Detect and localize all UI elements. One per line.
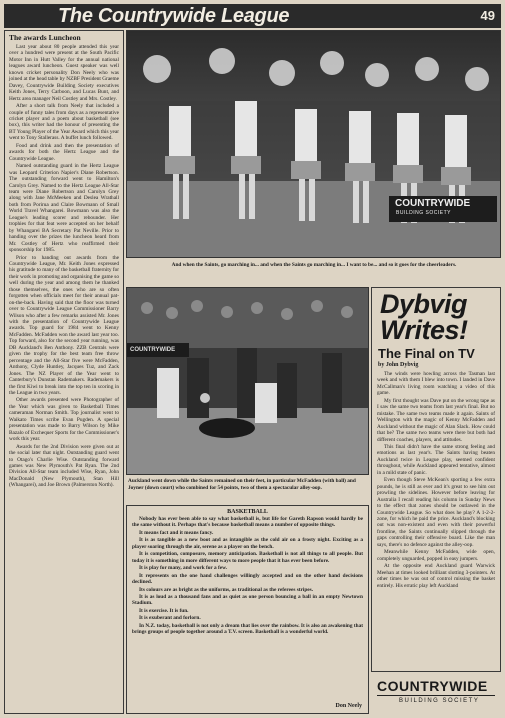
paragraph: This final didn't have the same strong feeling and emotions as last year's. The Saints having beaten Auckland twice in League play, seemed confident throughout, while Auckland appeared tentative, almost in a mild state of panic. <box>377 443 495 476</box>
game-action-photo <box>126 287 369 475</box>
poem-line: It is play for many, and work for a few. <box>139 565 227 572</box>
paragraph: Named outstanding guard in the Hertz League was Leopard Criterion Napier's Diane Robertson. The outstanding forward went to Hamilton's Carolyn Grey. Named to the Hertz League All-Star team were Diane Robertson and Carolyn Grey along with Jane McMeeken and Deslea Wrathall both from Porirua and Claire Bowmann of Small World Travel Whangarei. Bowmann was also the League's leading scorer and rebounder. Her trophies for that feat were accepted on her behalf by Whangarei BA Secretary Pat Neville. Prior to handing over the prizes the luncheon heard from Mr. Costley of Hertz who reaffirmed their sponsorship for 1985. <box>9 163 119 254</box>
article-heading: The awards Luncheon <box>9 33 81 42</box>
cheerleaders-photo <box>126 30 501 258</box>
logo-subtitle: BUILDING SOCIETY <box>399 698 480 704</box>
column-subtitle: The Final on TV <box>378 346 475 361</box>
paragraph: After a short talk from Neely that included a couple of funny tales from days as a representative cricket player and a poem about basketball (see box), this writer had the honour of presenting the BT Young Player of the Year Award which this year went to Tony Stallerass. A buffet lunch followed. <box>9 103 119 142</box>
banner-title: The Countrywide League <box>58 5 290 27</box>
box-signature: Don Neely <box>335 703 362 709</box>
cheerleaders-illustration <box>127 31 500 257</box>
column-title-line: Dybvig <box>380 289 468 319</box>
column-title-line: Writes! <box>380 315 468 345</box>
poem-line: It is exuberant and forlorn. <box>139 615 201 622</box>
poem-line: In N.Z. today, basketball is not only a dream that lies over the rainbow. It is also an awakening that brings groups of people together around a T.V. screen. Basketball is a wonderful world. <box>132 622 363 636</box>
courtside-banner <box>391 198 495 220</box>
column-body <box>372 371 500 671</box>
paragraph: The winds were howling across the Tasman last week and with them I blew into town. I landed in Dave McCallman's living room watching a video of this game. <box>377 371 495 397</box>
box-body <box>127 516 368 696</box>
game-action-illustration <box>127 288 368 474</box>
poem-line: It is competition, composure, memory anticipation. Basketball is not all things to all people. But today it is something in more different ways to more people that it has ever been before. <box>132 551 363 564</box>
paragraph: At the opposite end Auckland guard Warwick Meehan at times looked brilliant slotting 3-pointers. At other times he was out of control missing the basket entirely. His erratic play left Auckland <box>377 563 495 589</box>
countrywide-logo <box>371 674 501 714</box>
photo-caption: Auckland went down while the Saints remained on their feet, in particular McFadden (with ball) and Joyner (down court) who combined for 54 points, two of them a spectacular alley-oop. <box>128 478 356 491</box>
basketball-poem-box <box>126 505 369 714</box>
paragraph: Even though Steve McKean's sporting a few extra pounds, he is still as ever and it's great to see him out prowling the sidelines. However before leaving for Australia I recall reading his column in Sunday News to the effect that zones should be outlawed in the Countrywide League. So what does he play? A 1-2-2-zone, for which he paid the price. Auckland's blocking out was non-existent and even with their powerful frontline, the Saints continually slipped through the gaps controlling their offensive board. Like the man says, there's no defence against the alley-oop. <box>377 477 495 548</box>
logo-rule <box>377 695 495 696</box>
paragraph: Meanwhile Kenny McFadden, wide open, completely unguarded, popped in easy jumpers. <box>377 549 495 562</box>
paragraph: Awards for the 2nd Division were given out at the social later that night. Outstanding guard went to Otago's Charlie Wise. Outstanding forward games was New Plymouth's Pat Ryan. The 2nd Division All-Star team included Wise, Ryan, John MacDonald (New Plymouth), Stan Hill (Whangarei), and Joe Brown (Palmerston North). <box>9 443 119 489</box>
dybvig-column <box>371 287 501 672</box>
photo-caption: And when the Saints, go marching in... and when the Saints go marching in... I want to be... and so it goes for the cheerleaders. <box>171 262 457 268</box>
paragraph: My first thought was Dave put on the wrong tape as I saw the same two teams from last year's final. But no mistake. The same two teams made it again. Saints of Wellington with the magic of Kenny McFadden and Auckland without the magic of Alan Slack. How could that be? The same two teams were there but both had different coaches, players, and attitudes. <box>377 397 495 443</box>
page-number: 49 <box>480 8 495 23</box>
column-byline: by John Dybvig <box>378 362 419 368</box>
courtside-banner: COUNTRYWIDE <box>130 347 176 353</box>
paragraph: Last year about 80 people attended this year over a hundred were present at the South Pacific Motor Inn in Hutt Valley for the annual national leagues award luncheon. Guest speaker was well known cricket personality Don Neely who was joined at the head table by NZBF President Graeme Davey, Countrywide Building Society executives Keith Jones, Terry Carboon, and Lucas Bunt, and Hertz area manager Neil Costley and Mrs. Costley. <box>9 44 119 102</box>
column-title <box>380 291 500 343</box>
poem-line: Nobody has ever been able to say what basketball is, but life for Gareth Rapson would hardly be the same without it. Perhaps that's because basketball means a number of opposite things. <box>132 516 363 529</box>
paragraph: Prior to handing out awards from the Countrywide League, Mr. Keith Jones expressed his gratitude to many of the basketball fraternity for their work in promoting and organising the game so well during the year and among them he thanked those themselves, the ones who are so often forgotten when officials meet for their annual pat-on-the-back. Having said that the floor was turned over to Countrywide League Commissioner Barry Wilson who after a few remarks assisted Mr. Jones with the presentation of Countrywide League awards. Top guard for 1984 went to Kenny McFadden. McFadden won the award last year too. Top forward, also for the second year running, was DB Auckland's Ben Anthony. ZZB Centrals were given the trophy for the best team free throw percentage and the All-Star five were McFadden, Anthony, Clyde Huntley, Jacques Tuz, and Zack Jones. The NZ Player of the Year went to Canterbury's Dunstan Rademakers. Rademakers is the first Kiwi to break into the top ten in scoring in the League in two years. <box>9 254 119 397</box>
paragraph: Food and drink and then the presentation of awards for both the Hertz League and the Countrywide League. <box>9 142 119 162</box>
courtside-banner-sub: BUILDING SOCIETY <box>396 210 451 216</box>
poem-line: It is as loud as a thousand fans and as quiet as one person bouncing a ball in an empty Newtown Stadium. <box>132 593 363 607</box>
article-body <box>5 44 123 694</box>
awards-luncheon-article <box>4 30 124 714</box>
poem-line: It means fact and it means fancy. <box>139 529 214 536</box>
poem-line: It represents on the one hand challenges willingly accepted and on the other hand decisions declined. <box>132 572 363 586</box>
paragraph: Other awards presented were Photographer of the Year which was given to Basketball Times cameraman Norman Smith. Top journalist went to Waikato Times scribe Evan Pugden. A special presentation was made to Barry Wilson by Mike Bazalo of Exchequer Sports for the Commissioner's work this year. <box>9 397 119 443</box>
logo-name: COUNTRYWIDE <box>377 678 488 694</box>
poem-line: It is exercise. It is fun. <box>139 607 189 614</box>
courtside-banner-text: COUNTRYWIDE <box>395 198 471 209</box>
poem-line: It is as tangible as a new boot and as intangible as the cold air on a frosty night. Exciting as a player soaring through the air, serene as a player on the bench. <box>132 537 363 550</box>
poem-line: Its colours are as bright as the uniforms, as traditional as the referees stripes. <box>139 586 314 593</box>
page-banner <box>4 4 501 28</box>
box-heading: BASKETBALL <box>227 509 268 515</box>
